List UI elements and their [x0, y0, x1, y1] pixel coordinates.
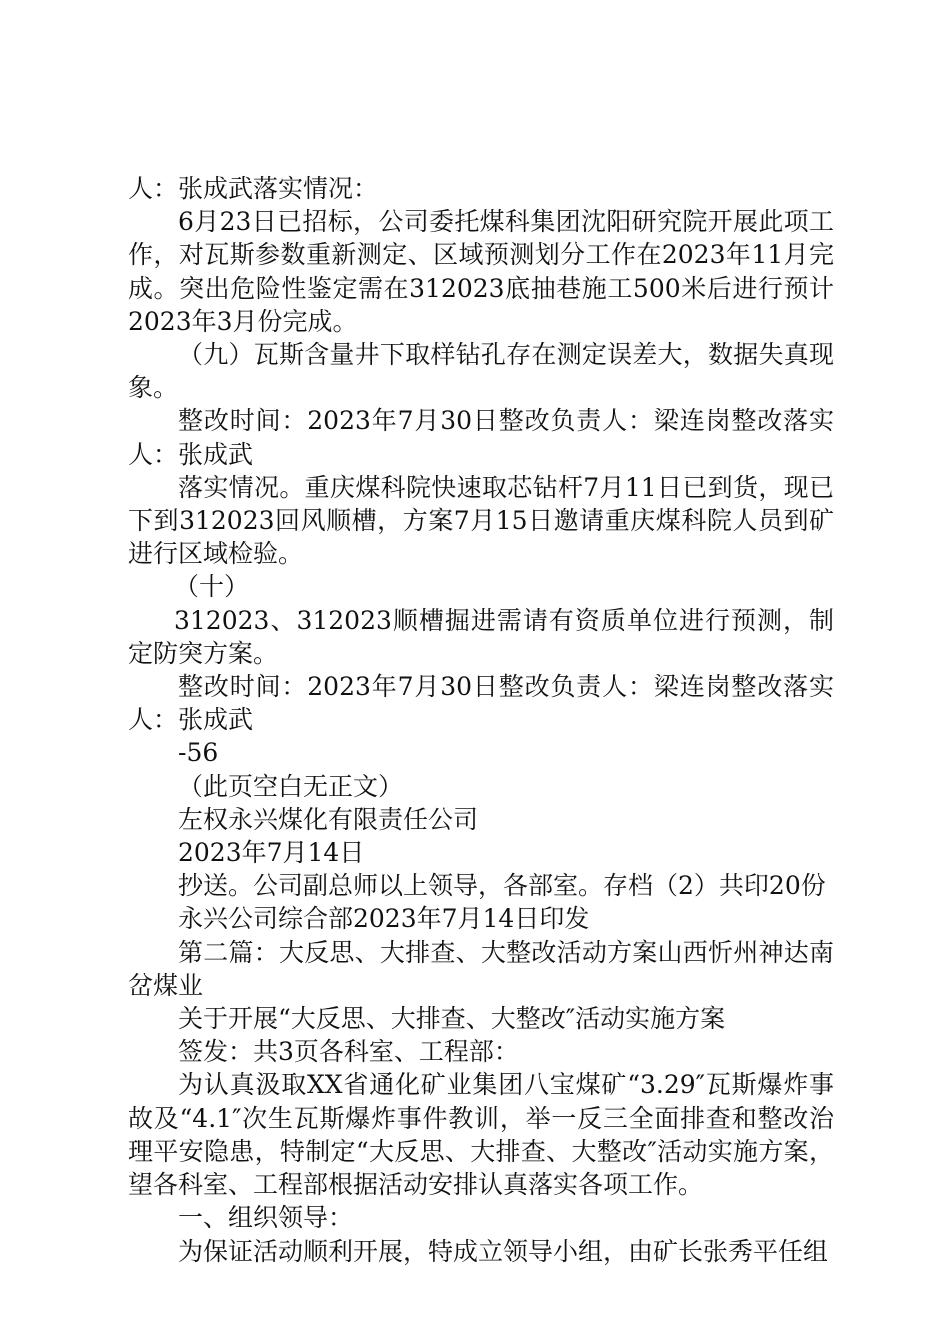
- issuing-department-line: 永兴公司综合部2023年7月14日印发: [178, 904, 590, 934]
- document-date: 2023年7月14日: [178, 838, 365, 868]
- paragraph-rectification-time-2: 整改时间：2023年7月30日整改负责人：梁连岗整改落实人：张成武: [128, 672, 834, 735]
- issuance-line: 签发：共3页各科室、工程部：: [178, 1037, 519, 1067]
- paragraph-item-nine: （九）瓦斯含量井下取样钻孔存在测定误差大，数据失真现象。: [128, 340, 834, 403]
- distribution-line: 抄送。公司副总师以上领导，各部室。存档（2）共印20份: [178, 871, 826, 901]
- paragraph-rectification-time-1: 整改时间：2023年7月30日整改负责人：梁连岗整改落实人：张成武: [128, 406, 834, 469]
- second-article-heading: 第二篇：大反思、大排查、大整改活动方案山西忻州神达南岔煤业: [128, 937, 834, 1000]
- paragraph-item-ten: （十）: [174, 572, 250, 602]
- paragraph-leadership-group: 为保证活动顺利开展，特成立领导小组，由矿长张秀平任组: [178, 1236, 829, 1266]
- paragraph-purpose: 为认真汲取XX省通化矿业集团八宝煤矿“3.29″瓦斯爆炸事故及“4.1″次生瓦斯爆炸事件教训，举一反三全面排查和整改治理平安隐患，特制定“大反思、大排查、大整改″活动实施方案，望各科室、工程部根据活动安排认真落实各项工作。: [128, 1070, 834, 1200]
- paragraph-implementer-status: 人：张成武落实情况：: [128, 174, 379, 203]
- document-body: [128, 172, 834, 1268]
- plan-title: 关于开展“大反思、大排查、大整改″活动实施方案: [178, 1004, 726, 1034]
- paragraph-implementation-status: 落实情况。重庆煤科院快速取芯钻杆7月11日已到货，现已下到312023回风顺槽，方案7月15日邀请重庆煤科院人员到矿进行区域检验。: [128, 472, 834, 569]
- company-name: 左权永兴煤化有限责任公司: [178, 804, 479, 834]
- paragraph-tender-progress: 6月23日已招标，公司委托煤科集团沈阳研究院开展此项工作，对瓦斯参数重新测定、区域预测划分工作在2023年11月完成。突出危险性鉴定需在312023底抽巷施工500米后进行预计2023年3月份完成。: [128, 207, 834, 336]
- blank-page-note: （此页空白无正文）: [178, 771, 404, 801]
- paragraph-tunneling-prediction: 312023、312023顺槽掘进需请有资质单位进行预测，制定防突方案。: [128, 605, 834, 668]
- section-heading-organization: 一、组织领导：: [178, 1203, 354, 1233]
- page-number-marker: -56: [178, 738, 219, 768]
